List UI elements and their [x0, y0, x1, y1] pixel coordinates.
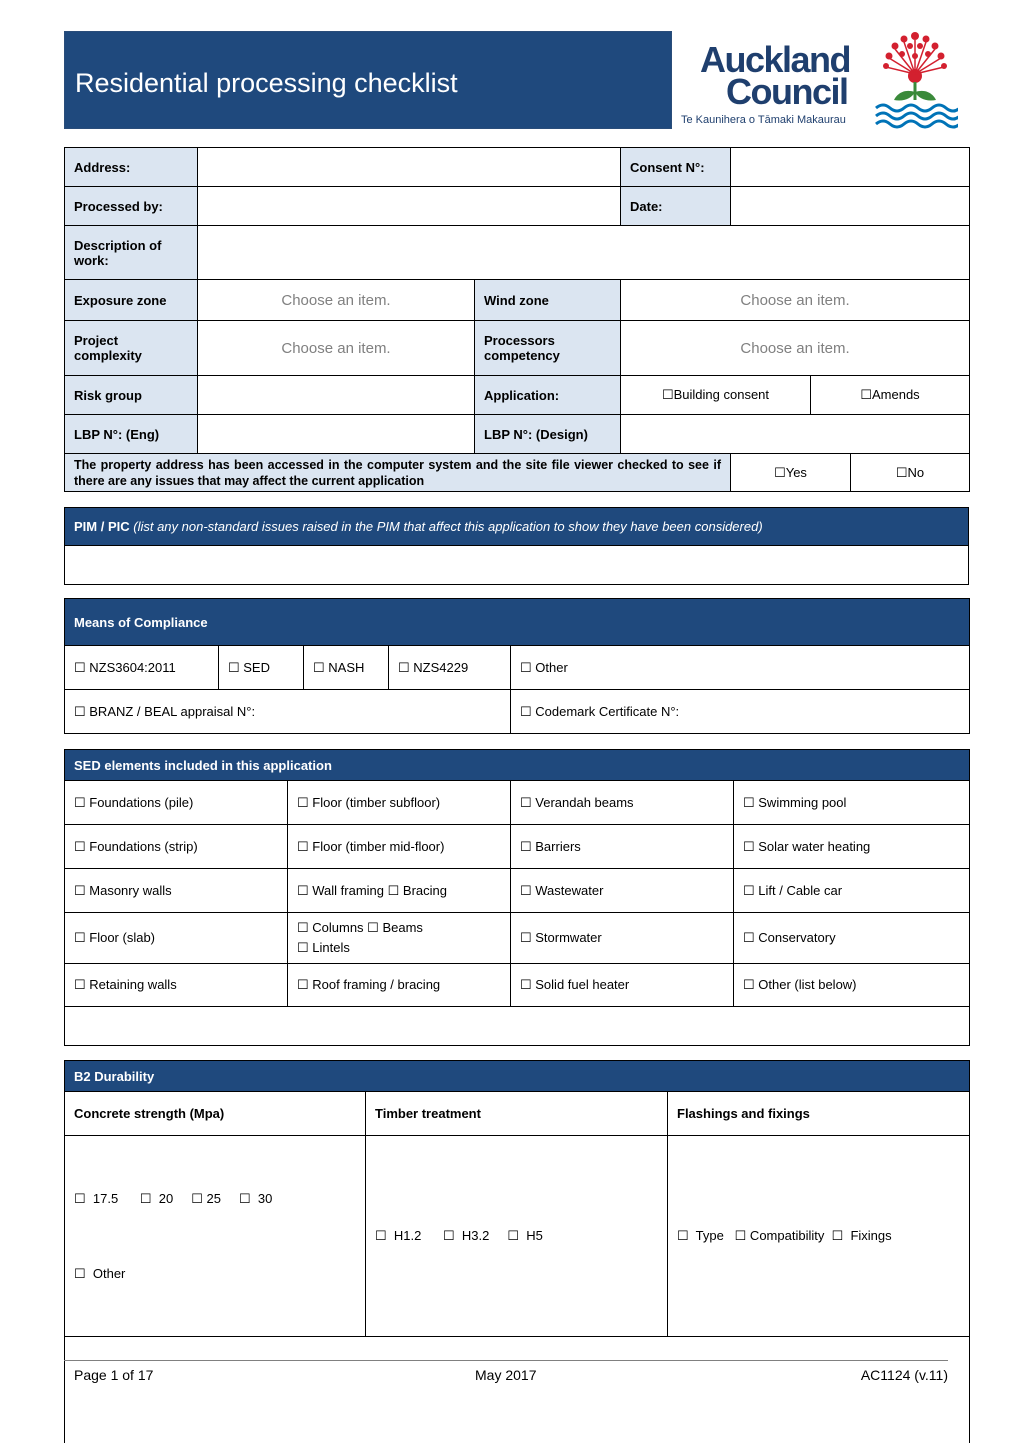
exposure-zone-label: Exposure zone — [65, 280, 198, 321]
nzs3604-checkbox[interactable]: ☐ NZS3604:2011 — [65, 646, 219, 690]
lbp-design-field[interactable] — [621, 415, 970, 454]
sed-solid-fuel-heater[interactable]: ☐ Solid fuel heater — [511, 964, 734, 1007]
timber-treatment-options[interactable]: ☐ H1.2 ☐ H3.2 ☐ H5 — [366, 1136, 668, 1337]
sed-conservatory[interactable]: ☐ Conservatory — [734, 913, 970, 964]
wind-zone-select[interactable]: Choose an item. — [621, 280, 970, 321]
sed-elements-section — [64, 749, 970, 1046]
sed-verandah-beams[interactable]: ☐ Verandah beams — [511, 781, 734, 825]
consent-number-label: Consent N°: — [621, 148, 731, 187]
application-label: Application: — [475, 376, 621, 415]
footer-date: May 2017 — [475, 1367, 537, 1383]
risk-group-field[interactable] — [198, 376, 475, 415]
codemark-checkbox[interactable]: ☐ Codemark Certificate N°: — [511, 690, 970, 734]
sed-floor-midfloor[interactable]: ☐ Floor (timber mid-floor) — [288, 825, 511, 869]
page-footer — [64, 1360, 948, 1383]
pohutukawa-flower-icon — [872, 30, 958, 130]
sed-columns-beams-lintels[interactable] — [288, 913, 511, 964]
concrete-strength-other[interactable]: ☐ Other — [74, 1266, 126, 1281]
exposure-zone-select[interactable]: Choose an item. — [198, 280, 475, 321]
sed-retaining-walls[interactable]: ☐ Retaining walls — [65, 964, 288, 1007]
sed-barriers[interactable]: ☐ Barriers — [511, 825, 734, 869]
project-complexity-select[interactable]: Choose an item. — [198, 321, 475, 376]
processors-competency-label: Processors competency — [475, 321, 621, 376]
lbp-design-label: LBP N°: (Design) — [475, 415, 621, 454]
sed-wall-framing-bracing[interactable]: ☐ Wall framing ☐ Bracing — [288, 869, 511, 913]
pim-pic-note: (list any non-standard issues raised in the PIM that affect this application to show they have been considered) — [133, 519, 763, 534]
pim-pic-header — [65, 508, 969, 546]
auckland-council-logo — [678, 30, 960, 130]
nzs4229-checkbox[interactable]: ☐ NZS4229 — [389, 646, 511, 690]
sed-floor-slab[interactable]: ☐ Floor (slab) — [65, 913, 288, 964]
description-field[interactable] — [198, 226, 970, 280]
sed-foundations-pile[interactable]: ☐ Foundations (pile) — [65, 781, 288, 825]
sed-other-list-field[interactable] — [65, 1007, 970, 1046]
property-check-statement: The property address has been accessed in the computer system and the site file viewer checked to see if there are any issues that may affect the current application — [65, 454, 731, 492]
pim-pic-field[interactable] — [65, 546, 969, 585]
branz-appraisal-checkbox[interactable]: ☐ BRANZ / BEAL appraisal N°: — [65, 690, 511, 734]
application-details-table — [64, 147, 970, 492]
description-label: Description of work: — [65, 226, 198, 280]
flashings-fixings-heading: Flashings and fixings — [668, 1092, 970, 1136]
risk-group-label: Risk group — [65, 376, 198, 415]
form-code: AC1124 (v.11) — [860, 1367, 948, 1383]
project-complexity-label: Project complexity — [65, 321, 198, 376]
sed-stormwater[interactable]: ☐ Stormwater — [511, 913, 734, 964]
nash-checkbox[interactable]: ☐ NASH — [304, 646, 389, 690]
building-consent-checkbox[interactable]: ☐Building consent — [621, 376, 811, 415]
durability-header: B2 Durability — [65, 1061, 970, 1092]
amends-checkbox[interactable]: ☐Amends — [811, 376, 970, 415]
consent-number-field[interactable] — [731, 148, 970, 187]
sed-header: SED elements included in this application — [65, 750, 970, 781]
b2-durability-section — [64, 1060, 970, 1443]
page-number: Page 1 of 17 — [74, 1367, 154, 1383]
sed-masonry-walls[interactable]: ☐ Masonry walls — [65, 869, 288, 913]
pim-pic-title: PIM / PIC — [74, 519, 130, 534]
sed-lift-cable-car[interactable]: ☐ Lift / Cable car — [734, 869, 970, 913]
sed-wastewater[interactable]: ☐ Wastewater — [511, 869, 734, 913]
sed-checkbox[interactable]: ☐ SED — [219, 646, 304, 690]
logo-tagline: Te Kaunihera o Tāmaki Makaurau — [681, 114, 846, 126]
date-label: Date: — [621, 187, 731, 226]
sed-swimming-pool[interactable]: ☐ Swimming pool — [734, 781, 970, 825]
concrete-strength-values[interactable]: ☐ 17.5 ☐ 20 ☐ 25 ☐ 30 — [74, 1191, 273, 1206]
logo-line-2: Council — [726, 71, 848, 112]
lbp-eng-label: LBP N°: (Eng) — [65, 415, 198, 454]
address-field[interactable] — [198, 148, 621, 187]
address-label: Address: — [65, 148, 198, 187]
sed-other[interactable]: ☐ Other (list below) — [734, 964, 970, 1007]
lbp-eng-field[interactable] — [198, 415, 475, 454]
timber-treatment-heading: Timber treatment — [366, 1092, 668, 1136]
processed-by-field[interactable] — [198, 187, 621, 226]
logo-line-1: Auckland — [700, 39, 851, 80]
processors-competency-select[interactable]: Choose an item. — [621, 321, 970, 376]
processed-by-label: Processed by: — [65, 187, 198, 226]
sed-solar-water-heating[interactable]: ☐ Solar water heating — [734, 825, 970, 869]
sed-lintels[interactable]: ☐ Lintels — [297, 940, 350, 955]
flashings-fixings-options[interactable]: ☐ Type ☐ Compatibility ☐ Fixings — [668, 1136, 970, 1337]
concrete-strength-heading: Concrete strength (Mpa) — [65, 1092, 366, 1136]
wind-zone-label: Wind zone — [475, 280, 621, 321]
sed-floor-subfloor[interactable]: ☐ Floor (timber subfloor) — [288, 781, 511, 825]
title-banner — [64, 31, 672, 129]
date-field[interactable] — [731, 187, 970, 226]
property-check-no[interactable]: ☐No — [851, 454, 970, 492]
property-check-yes[interactable]: ☐Yes — [731, 454, 851, 492]
sed-columns-beams[interactable]: ☐ Columns ☐ Beams — [297, 920, 423, 935]
concrete-strength-options[interactable] — [65, 1136, 366, 1337]
means-of-compliance-section — [64, 598, 970, 734]
durability-notes-field[interactable] — [65, 1337, 970, 1443]
compliance-header: Means of Compliance — [65, 599, 970, 646]
pim-pic-section — [64, 507, 969, 585]
sed-foundations-strip[interactable]: ☐ Foundations (strip) — [65, 825, 288, 869]
page-title: Residential processing checklist — [75, 68, 458, 98]
sed-roof-framing[interactable]: ☐ Roof framing / bracing — [288, 964, 511, 1007]
other-compliance-checkbox[interactable]: ☐ Other — [511, 646, 970, 690]
